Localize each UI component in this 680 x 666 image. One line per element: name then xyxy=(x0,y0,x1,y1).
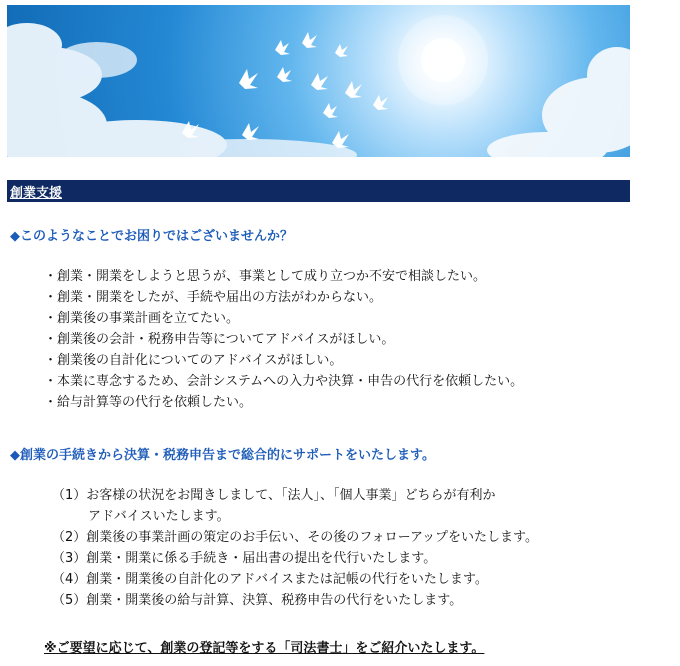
concern-list xyxy=(44,266,523,413)
header-banner-image xyxy=(7,5,630,157)
section-title-bar xyxy=(7,180,630,202)
service-text: （1）お客様の状況をお聞きしまして、「法人」、「個人事業」どちらが有利か xyxy=(52,488,496,503)
sky-with-birds-image xyxy=(7,5,630,157)
list-item: ・本業に専念するため、会計システムへの入力や決算・申告の代行を依頼したい。 xyxy=(44,374,524,389)
list-item: ・創業後の会計・税務申告等についてアドバイスがほしい。 xyxy=(44,332,395,347)
list-item: ・創業後の自計化についてのアドバイスがほしい。 xyxy=(44,353,343,368)
list-item: ・創業・開業をしたが、手続や届出の方法がわからない。 xyxy=(44,290,383,305)
list-item: （4）創業・開業後の自計化のアドバイスまたは記帳の代行をいたします。 xyxy=(52,572,488,587)
list-item: （3）創業・開業に係る手続き・届出書の提出を代行いたします。 xyxy=(52,551,437,566)
section-title: 創業支援 xyxy=(10,186,63,201)
list-item: （5）創業・開業後の給与計算、決算、税務申告の代行をいたします。 xyxy=(52,593,463,608)
list-item: ・創業後の事業計画を立てたい。 xyxy=(44,311,240,326)
list-item xyxy=(52,485,538,527)
support-heading: ◆創業の手続きから決算・税務申告まで総合的にサポートをいたします。 xyxy=(10,448,435,463)
service-continuation: アドバイスいたします。 xyxy=(88,509,230,524)
question-heading: ◆このようなことでお困りではございませんか？ xyxy=(10,229,293,244)
list-item: ・創業・開業をしようと思うが、事業として成り立つか不安で相談したい。 xyxy=(44,269,487,284)
service-list xyxy=(52,485,538,611)
list-item: （2）創業後の事業計画の策定のお手伝い、その後のフォローアップをいたします。 xyxy=(52,530,539,545)
list-item: ・給与計算等の代行を依頼したい。 xyxy=(44,395,253,410)
referral-note: ※ご要望に応じて、創業の登記等をする「司法書士」をご紹介いたします。 xyxy=(44,641,485,656)
